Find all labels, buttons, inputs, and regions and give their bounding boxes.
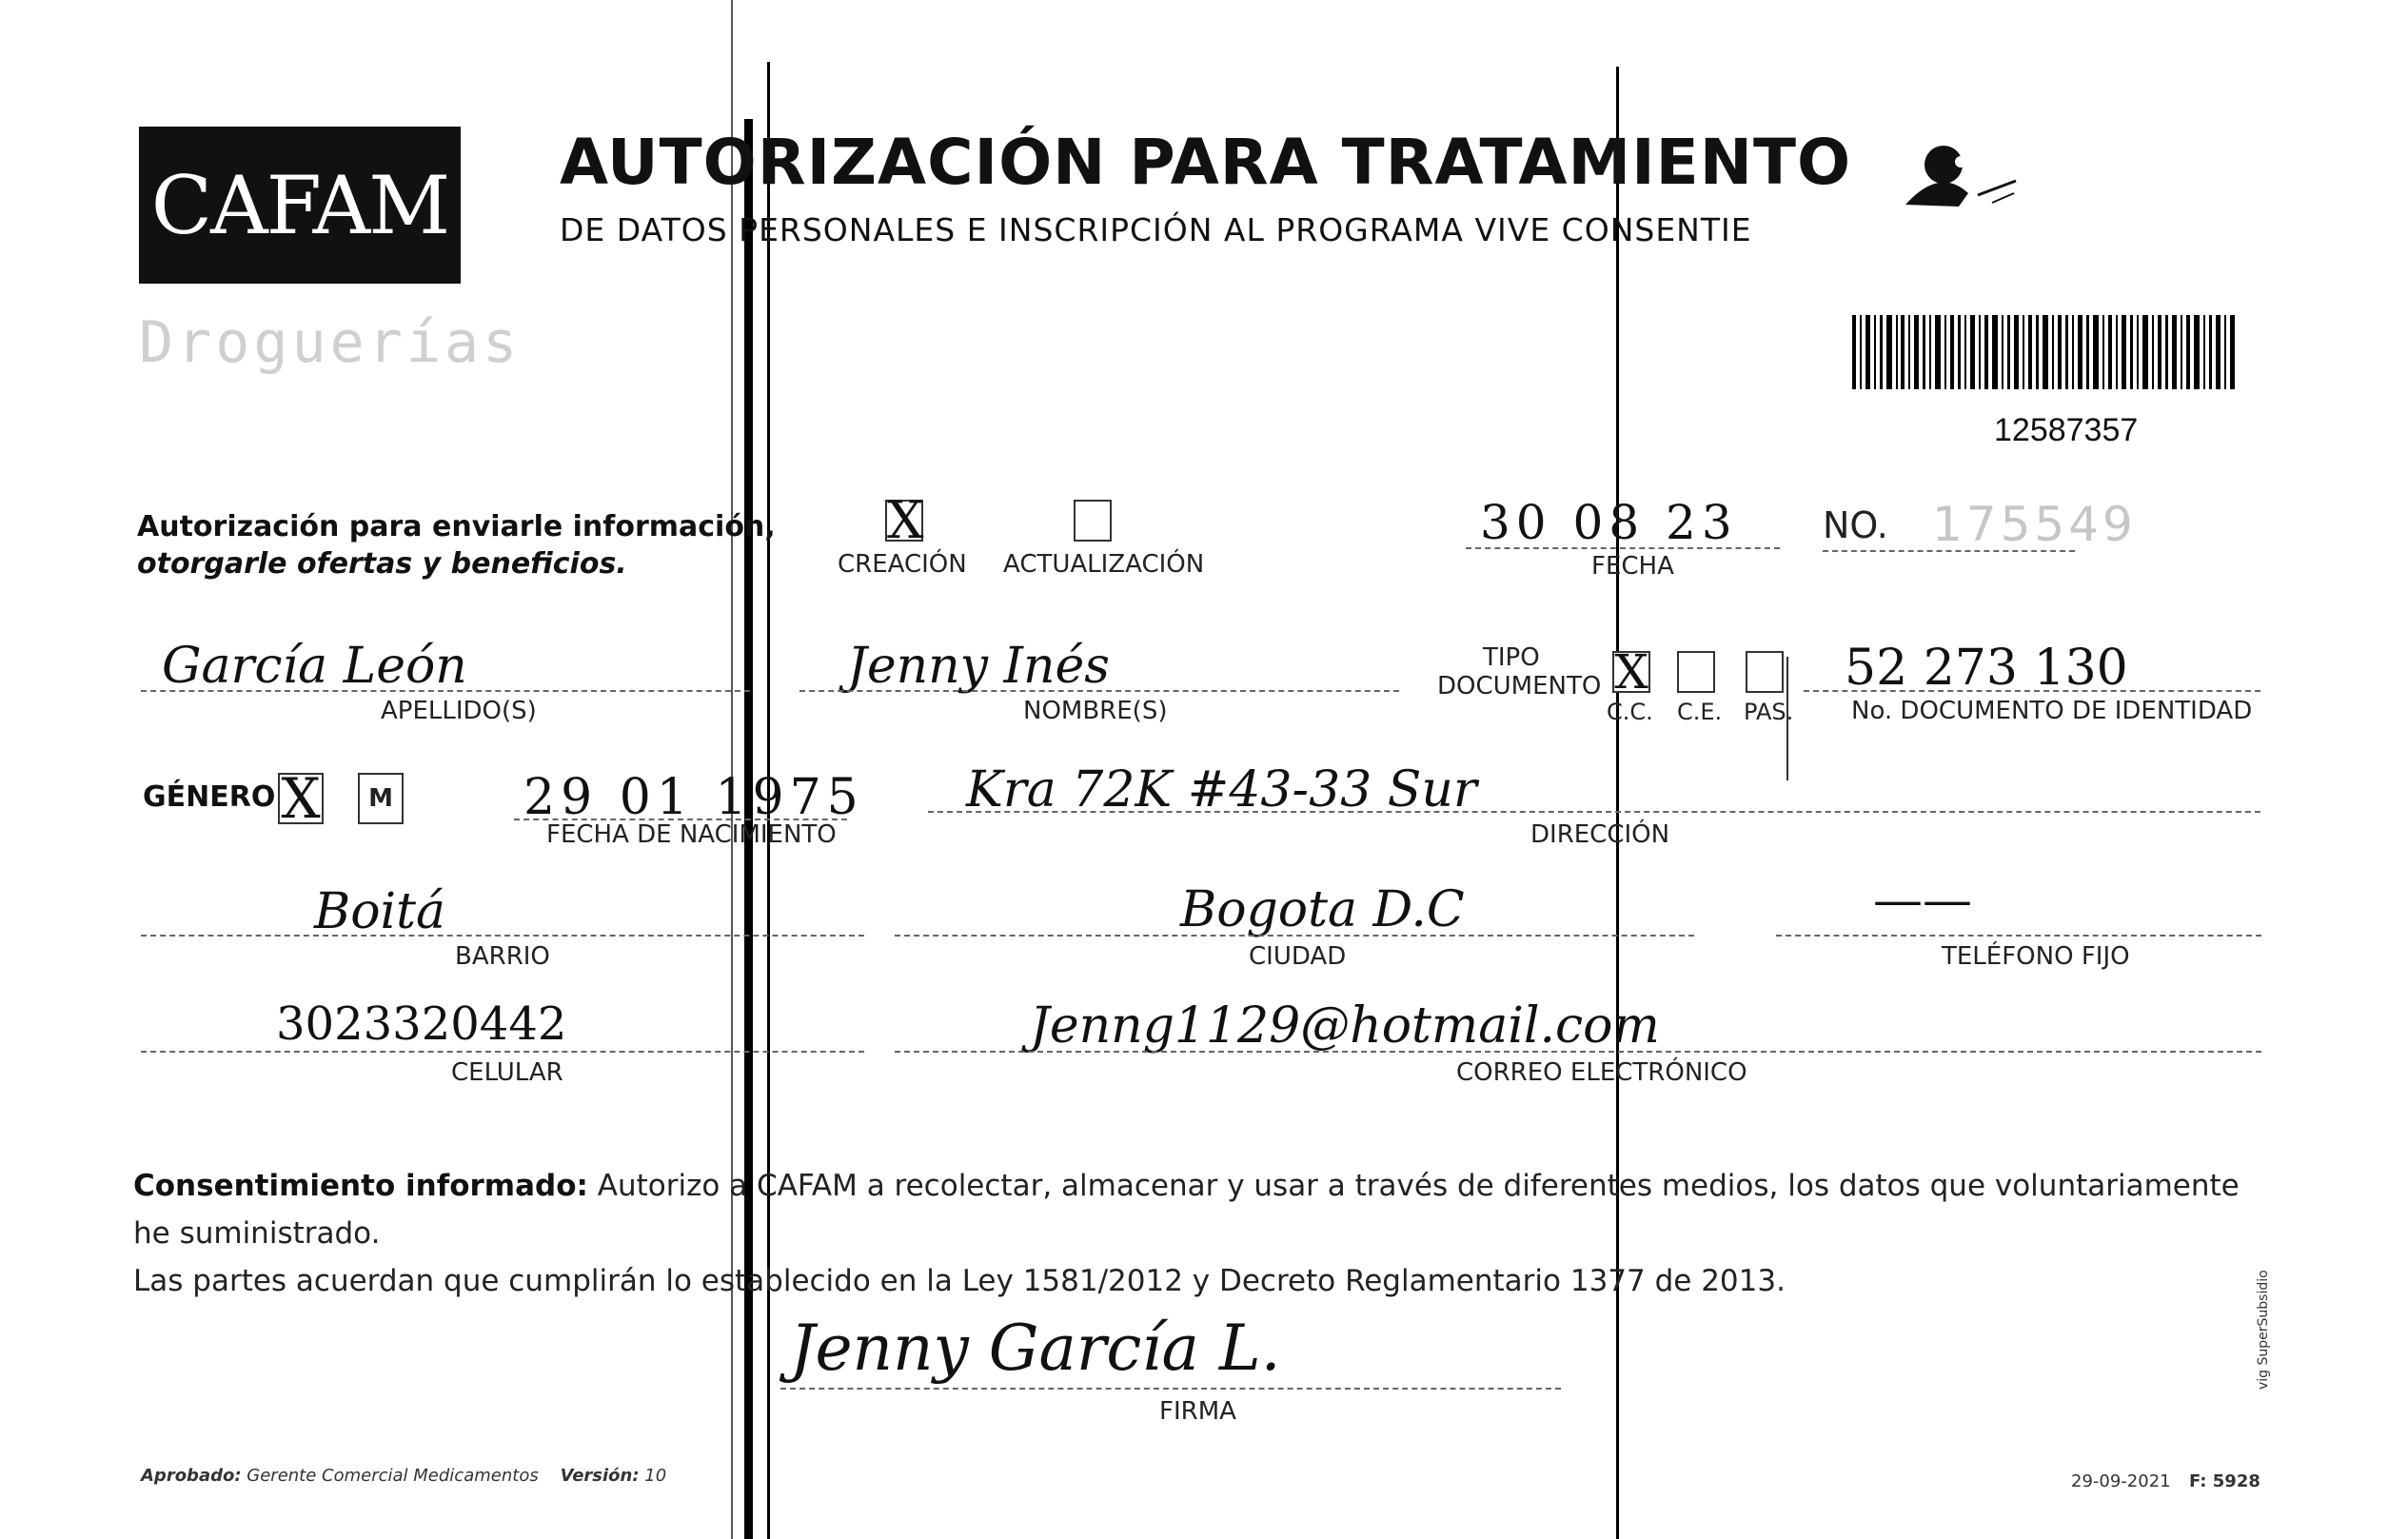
footer-date: 29-09-2021 — [2071, 1471, 2171, 1491]
scan-line — [1616, 67, 1619, 1539]
barrio-underline — [141, 935, 864, 937]
aprobado-label: Aprobado: — [141, 1466, 242, 1486]
genero-m-checkbox[interactable] — [358, 773, 404, 824]
genero-f-mark: X — [281, 766, 321, 831]
barcode-number: 12587357 — [1994, 412, 2139, 448]
ciudad-label: CIUDAD — [1249, 942, 1347, 971]
telefono-value: —— — [1873, 872, 1972, 929]
cc-mark: X — [1614, 644, 1648, 700]
nacimiento-label: FECHA DE NACIMIENTO — [546, 820, 837, 849]
side-text: vig SuperSubsidio — [2256, 1270, 2271, 1390]
footer-approval — [141, 1466, 666, 1486]
actualizacion-checkbox[interactable] — [1074, 500, 1112, 542]
actualizacion-label: ACTUALIZACIÓN — [1003, 550, 1205, 579]
documento-label: No. DOCUMENTO DE IDENTIDAD — [1851, 697, 2253, 725]
cafam-logo: CAFAM — [139, 127, 461, 284]
firma-label: FIRMA — [1159, 1397, 1236, 1426]
pas-label: PAS. — [1744, 699, 1794, 725]
ce-label: C.E. — [1677, 699, 1723, 725]
aprobado-value: Gerente Comercial Medicamentos — [247, 1466, 539, 1486]
version-label: Versión: — [560, 1466, 640, 1486]
ciudad-value: Bogota D.C — [1180, 881, 1465, 938]
creacion-mark: X — [887, 490, 924, 550]
no-value: 175549 — [1932, 497, 2137, 552]
drogerias-label: Droguerías — [139, 309, 522, 376]
tipo-doc-label2: DOCUMENTO — [1437, 672, 1602, 700]
form-subtitle: DE DATOS PERSONALES E INSCRIPCIÓN AL PROGRAMA VIVE CONSENTIE — [560, 211, 1752, 248]
cc-checkbox[interactable] — [1612, 644, 1650, 700]
consent-heading: Consentimiento informado: — [133, 1169, 588, 1203]
documento-value: 52 273 130 — [1845, 640, 2128, 697]
fecha-value: 30 08 23 — [1480, 495, 1738, 550]
form-title: AUTORIZACIÓN PARA TRATAMIENTO — [560, 126, 1852, 199]
cc-label: C.C. — [1607, 699, 1653, 725]
apellido-label: APELLIDO(S) — [381, 697, 537, 725]
consent-text1: Autorizo a CAFAM a recolectar, almacenar y usar a través de diferentes medios, los datos que voluntariamente he suministrado. — [133, 1169, 2240, 1251]
genero-f-checkbox[interactable] — [278, 766, 324, 831]
barrio-label: BARRIO — [455, 942, 550, 971]
apellido-underline — [141, 690, 750, 692]
correo-value: Jenng1129@hotmail.com — [1030, 997, 1660, 1055]
celular-underline — [141, 1051, 864, 1053]
tipo-doc-label1: TIPO — [1483, 643, 1540, 672]
celular-value: 3023320442 — [276, 997, 567, 1051]
barcode — [1852, 315, 2235, 389]
ce-checkbox[interactable] — [1677, 651, 1715, 693]
creacion-checkbox[interactable] — [885, 490, 924, 550]
nombre-label: NOMBRE(S) — [1023, 697, 1168, 725]
version-value: 10 — [644, 1466, 667, 1486]
correo-label: CORREO ELECTRÓNICO — [1456, 1058, 1747, 1087]
no-label: NO. — [1823, 504, 1888, 546]
fecha-underline — [1466, 547, 1780, 549]
firma-underline — [780, 1388, 1561, 1390]
telefono-label: TELÉFONO FIJO — [1942, 942, 2130, 971]
program-logo-icon — [1902, 138, 2025, 214]
firma-value: Jenny García L. — [790, 1312, 1281, 1385]
nacimiento-value: 29 01 1975 — [523, 769, 864, 826]
consent-paragraph — [133, 1162, 2275, 1305]
fecha-label: FECHA — [1591, 552, 1674, 581]
pas-checkbox[interactable] — [1746, 651, 1784, 693]
nombre-underline — [799, 690, 1399, 692]
barrio-value: Boitá — [314, 883, 446, 940]
celular-label: CELULAR — [451, 1058, 563, 1087]
genero-m-label: M — [368, 784, 393, 813]
telefono-underline — [1776, 935, 2261, 937]
consent-text2: Las partes acuerdan que cumplirán lo establecido en la Ley 1581/2012 y Decreto Reglamentario 1377 de 2013. — [133, 1264, 1786, 1298]
genero-label: GÉNERO — [143, 780, 276, 814]
ciudad-underline — [895, 935, 1694, 937]
no-underline — [1823, 550, 2075, 552]
intro-line1: Autorización para enviarle información, — [137, 510, 776, 543]
nombre-value: Jenny Inés — [847, 638, 1110, 695]
apellido-value: García León — [162, 638, 467, 695]
intro-line2: otorgarle ofertas y beneficios. — [137, 547, 627, 581]
direccion-label: DIRECCIÓN — [1530, 820, 1670, 849]
direccion-underline — [928, 811, 2260, 813]
footer-code: F: 5928 — [2189, 1471, 2260, 1491]
correo-underline — [895, 1051, 2261, 1053]
creacion-label: CREACIÓN — [838, 550, 967, 579]
documento-underline — [1804, 690, 2260, 692]
direccion-value: Kra 72K #43-33 Sur — [966, 761, 1477, 819]
